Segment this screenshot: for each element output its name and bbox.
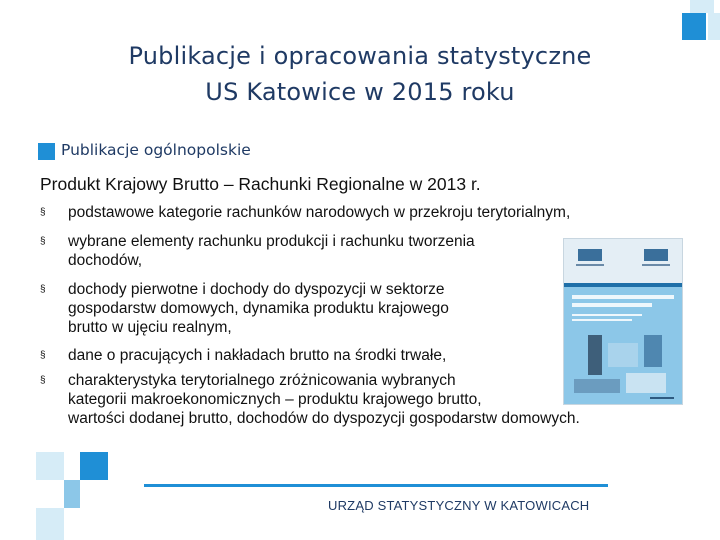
cover-photo xyxy=(626,373,666,393)
bullet-line: wartości dodanej brutto, dochodów do dyspozycji gospodarstw domowych. xyxy=(68,410,580,427)
bullet-marker: § xyxy=(40,284,46,295)
bullet-line: gospodarstw domowych, dynamika produktu krajowego xyxy=(68,300,449,317)
bullet-list xyxy=(40,203,580,428)
bullet-item xyxy=(40,346,580,365)
bullet-line: kategorii makroekonomicznych – produktu krajowego brutto, xyxy=(68,391,482,408)
footer-office-name: URZĄD STATYSTYCZNY W KATOWICACH xyxy=(328,498,590,513)
cover-photo xyxy=(608,343,638,367)
bullet-marker: § xyxy=(40,350,46,361)
cover-title-line xyxy=(572,303,652,307)
cover-logo-left xyxy=(578,249,602,261)
bullet-line: dochodów, xyxy=(68,252,143,269)
bullet-item xyxy=(40,232,580,270)
cover-subtitle-line xyxy=(572,319,632,321)
cover-logo-caption xyxy=(642,264,670,266)
bullet-line: podstawowe kategorie rachunków narodowych w przekroju terytorialnym, xyxy=(68,204,571,221)
cover-photo xyxy=(644,335,662,367)
section-marker-square xyxy=(38,143,55,160)
bullet-marker: § xyxy=(40,375,46,386)
cover-footer-line xyxy=(650,397,674,399)
cover-logo-right xyxy=(644,249,668,261)
cover-logo-caption xyxy=(576,264,604,266)
page-title xyxy=(0,38,720,110)
cover-title-band xyxy=(564,283,682,287)
decor-square-bottom-2 xyxy=(80,452,108,480)
bullet-item xyxy=(40,203,580,222)
bullet-marker: § xyxy=(40,236,46,247)
publication-cover-image xyxy=(563,238,683,405)
footer-divider xyxy=(144,484,608,487)
bullet-line: dochody pierwotne i dochody do dyspozycji w sektorze xyxy=(68,281,445,298)
bullet-marker: § xyxy=(40,207,46,218)
bullet-line: brutto w ujęciu realnym, xyxy=(68,319,232,336)
decor-square-bottom-4 xyxy=(36,508,64,540)
decor-square-top xyxy=(690,0,714,13)
page-title-line-1: Publikacje i opracowania statystyczne xyxy=(128,42,592,70)
cover-header xyxy=(564,239,682,287)
bullet-line: wybrane elementy rachunku produkcji i rachunku tworzenia xyxy=(68,233,475,250)
decor-square-right xyxy=(708,13,720,40)
publication-title: Produkt Krajowy Brutto – Rachunki Regionalne w 2013 r. xyxy=(40,174,481,194)
cover-subtitle-line xyxy=(572,314,642,316)
bullet-line: dane o pracujących i nakładach brutto na środki trwałe, xyxy=(68,347,447,364)
page-title-line-2: US Katowice w 2015 roku xyxy=(205,78,515,106)
bullet-item xyxy=(40,371,580,428)
decor-square-bottom-1 xyxy=(36,452,64,480)
cover-photo xyxy=(588,335,602,375)
bullet-item xyxy=(40,280,580,337)
cover-photo xyxy=(574,379,620,393)
bullet-line: charakterystyka terytorialnego zróżnicowania wybranych xyxy=(68,372,456,389)
section-label: Publikacje ogólnopolskie xyxy=(61,141,251,159)
cover-title-line xyxy=(572,295,674,299)
decor-square-bottom-3 xyxy=(64,480,80,508)
decor-square-left xyxy=(682,13,706,40)
